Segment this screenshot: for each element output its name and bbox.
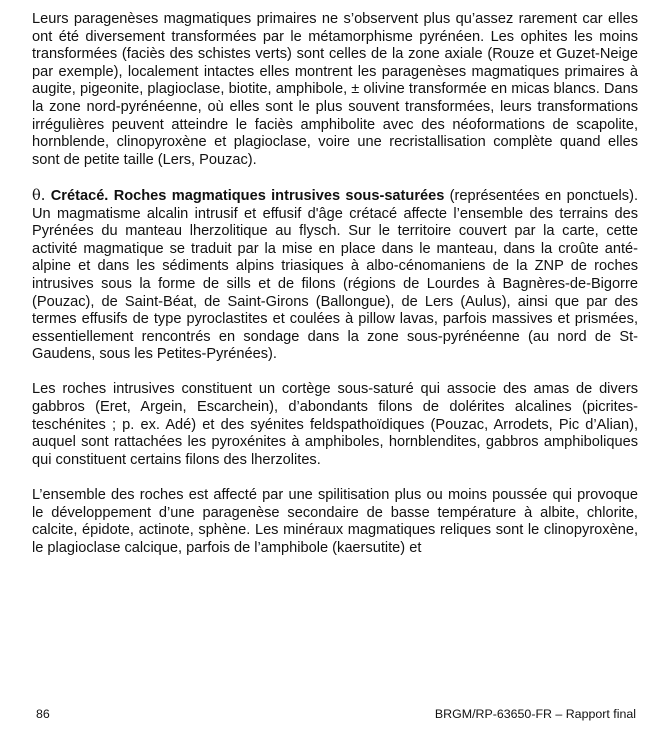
page-number: 86 [36, 707, 50, 721]
document-body [32, 11, 638, 575]
report-reference: BRGM/RP-63650-FR – Rapport final [434, 707, 636, 721]
paragraph-intrusive-rocks: Les roches intrusives constituent un cortège sous-saturé qui associe des amas de divers gabbros (Eret, Argein, Escarchein), d’abondants filons de dolérites alcalines (picrites-teschénites ; p. ex. Adé) et des syénites feldspathoïdiques (Pouzac, Arrodets, Pic d’Alian), auquel sont rattachées les pyroxénites à amphiboles, hornblendites, gabbros amphiboliques qui constituent certains filons des lherzolites. [32, 381, 638, 468]
paragraph-spilitisation: L’ensemble des roches est affecté par une spilitisation plus ou moins poussée qui provoque le développement d’une paragenèse secondaire de basse température à albite, chlorite, calcite, épidote, actinote, sphène. Les minéraux magmatiques reliques sont le clinopyroxène, le plagioclase calcique, parfois de l’amphibole (kaersutite) et [32, 487, 638, 556]
paragraph-cretaceous-text: (représentées en ponctuels). Un magmatisme alcalin intrusif et effusif d'âge crétacé affecte l’ensemble des terrains des Pyrénées du manteau lherzolitique au flysch. Sur le territoire couvert par la carte, cette activité magmatique se traduit par la mise en place dans le manteau, dans la croûte anté-alpine et dans les sédiments alpins triasiques à albo-cénomaniens de la ZNP de roches intrusives sous la forme de sills et de filons (régions de Lourdes à Bagnères-de-Bigorre (Pouzac), de Saint-Béat, de Saint-Girons (Ballongue), de Lers (Aulus), ainsi que par des termes effusifs de type pyroclastites et coulées à pillow lavas, parfois massives et prismées, essentiellement rencontrés en sondage dans la zone sous-pyrénéenne (au nord de St-Gaudens, sous les Petites-Pyrénées). [32, 187, 638, 363]
section-heading: Crétacé. Roches magmatiques intrusives sous-saturées [50, 187, 445, 204]
section-symbol: θ. [32, 186, 46, 204]
paragraph-cretaceous-magmatism [32, 187, 638, 364]
paragraph-ophite-parageneses: Leurs paragenèses magmatiques primaires ne s’observent plus qu’assez rarement car elles ont été diversement transformées par le métamorphisme pyrénéen. Les ophites les moins transformées (faciès des schistes verts) sont celles de la zone axiale (Rouze et Guzet-Neige par exemple), localement intactes elles montrent les paragenèses magmatiques primaires à augite, pigeonite, plagioclase, biotite, amphibole, ± olivine transformée en micas blancs. Dans la zone nord-pyrénéenne, où elles sont le plus souvent transformées, leurs transformations irrégulières peuvent atteindre le faciès amphibolite avec des néoformations de scapolite, hornblende, clinopyroxène et plagioclase, voire une recristallisation complète quand elles sont de petite taille (Lers, Pouzac). [32, 11, 638, 168]
